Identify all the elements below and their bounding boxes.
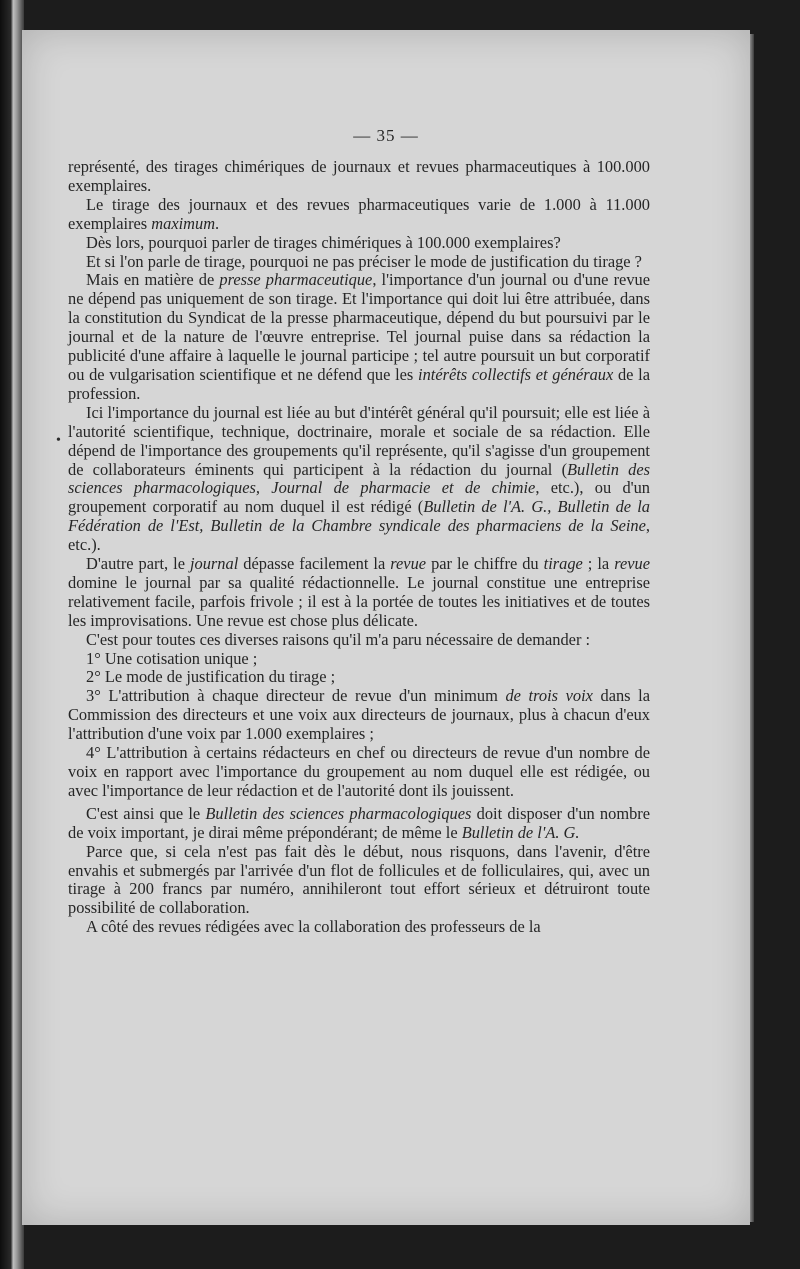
paragraph [68,668,650,687]
italic-text: Bulletin des sciences pharmacologiques [205,803,472,823]
page-number: — 35 — [353,126,419,145]
text-run: Ici l'importance du journal est liée au but d'intérêt général qu'il poursuit; elle est liée à l'autorité scientifique, technique, doctrinaire, morale et sociale de sa rédaction. Elle dépend de l'importance des groupements qu'il représente, qu'il s'agisse d'un groupement de collaborateurs éminents qui participent à la rédaction du journal ( [68,402,650,479]
text-run: domine le journal par sa qualité rédactionnelle. Le journal constitue une entreprise relativement facile, parfois frivole ; il est à la portée de toutes les initiatives et de toutes les improvisations. Une revue est chose plus délicate. [68,572,650,630]
text-run: Et si l'on parle de tirage, pourquoi ne pas préciser le mode de justification du tirage ? [86,251,642,271]
text-run: C'est pour toutes ces diverses raisons qu'il m'a paru nécessaire de demander : [86,629,591,649]
text-run: représenté, des tirages chimériques de journaux et revues pharmaceutiques à 100.000 exemplaires. [68,157,650,195]
text-run: dépasse facilement la [238,554,391,574]
text-run: . [215,213,220,233]
book-page [22,30,750,1225]
text-run: doit disposer d'un nombre de voix important, je dirai même prépondérant; de même le [68,803,650,842]
text-run: A côté des revues rédigées avec la collaboration des professeurs de la [86,917,541,937]
paragraph [68,555,650,631]
paragraph [68,158,650,196]
text-run: 1° Une cotisation unique ; [86,648,258,668]
book-spine-edge [0,0,24,1269]
text-run: de la profession. [68,364,650,403]
text-run: Le tirage des journaux et des revues pharmaceutiques varie de 1.000 à 11.000 exemplaires [68,194,650,233]
text-run: Dès lors, pourquoi parler de tirages chimériques à 100.000 exemplaires? [86,232,561,252]
italic-text: tirage [543,554,583,574]
text-run: par le chiffre du [426,554,544,574]
text-run: , etc.). [68,516,650,555]
italic-text: Bulletin de l'A. G., Bulletin de la Fédération de l'Est, Bulletin de la Chambre syndicale des pharmaciens de la Seine [68,497,650,536]
text-run: Mais en matière de [86,270,220,290]
text-run: 4° L'attribution à certains rédacteurs en chef ou directeurs de revue d'un nombre de voix en rapport avec l'importance du groupement au nom duquel elle est rédigée, ou avec l'importance de leur rédaction et de l'autorité dont ils jouissent. [68,743,650,800]
italic-text: Bulletin de l'A. G. [461,822,580,842]
italic-text: intérêts collectifs et généraux [418,364,614,384]
text-run: ; la [582,554,615,574]
italic-text: revue [614,554,651,574]
paragraph [68,687,650,744]
paragraph [68,805,650,843]
text-run: D'autre part, le [86,554,190,574]
body-text [68,158,650,937]
italic-text: revue [390,554,427,574]
paragraph [68,196,650,234]
italic-text: Bulletin des sciences pharmacologiques, Journal de pharmacie et de chimie [68,459,650,498]
paragraph [68,271,650,403]
paragraph [68,650,650,669]
text-run: 3° L'attribution à chaque directeur de revue d'un minimum [86,686,506,706]
paragraph [68,404,650,555]
paragraph [68,918,650,937]
italic-text: maximum [151,213,216,233]
text-run: dans la Commission des directeurs et une voix aux directeurs de journaux, plus à chacun d'eux l'attribution d'une voix par 1.000 exemplaires ; [68,686,650,744]
italic-text: journal [189,554,239,574]
text-run: , etc.), ou d'un groupement corporatif au nom duquel il est rédigé ( [68,478,650,517]
text-run: C'est ainsi que le [86,803,206,823]
margin-dot: • [56,433,61,448]
text-run: Parce que, si cela n'est pas fait dès le début, nous risquons, dans l'avenir, d'être envahis et submergés par l'arrivée d'un flot de follicules et de folliculaires, qui, avec un tirage à 200 francs par numéro, annihileront tout effort sérieux et détruiront toute possibilité de collaboration. [68,841,650,918]
paragraph [68,744,650,801]
paragraph [68,843,650,919]
italic-text: de trois voix [505,686,593,706]
text-run: , l'importance d'un journal ou d'une revue ne dépend pas uniquement de son tirage. Et l'importance qui doit lui être attribuée, dans la constitution du Syndicat de la presse pharmaceutique, dépend du but poursuivi par le journal et de la nature de l'œuvre entreprise. Tel journal puise dans sa rédaction la publicité d'une affaire à laquelle le journal participe ; tel autre poursuit un but corporatif ou de vulgarisation scientifique et ne défend que les [68,270,650,384]
paragraph [68,234,650,253]
paragraph [68,631,650,650]
italic-text: presse pharmaceutique [219,270,373,290]
text-run: 2° Le mode de justification du tirage ; [86,667,336,687]
paragraph [68,253,650,272]
